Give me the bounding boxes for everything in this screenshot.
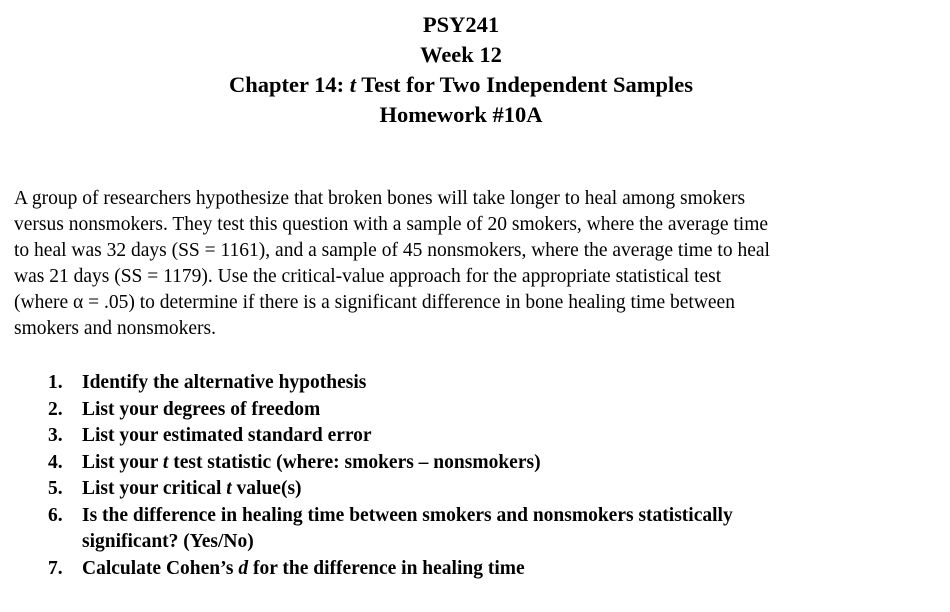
question-text: List your estimated standard error [82, 425, 372, 446]
question-text-continued: significant? (Yes/No) [82, 531, 254, 552]
chapter-suffix: Test for Two Independent Samples [356, 72, 694, 97]
question-number: 2. [48, 398, 63, 420]
question-text: List your critical [82, 478, 227, 499]
question-text: List your [82, 451, 163, 473]
t-symbol: t [162, 451, 169, 473]
question-text: Calculate Cohen’s [82, 557, 239, 579]
problem-line: versus nonsmokers. They test this question with a sample of 20 smokers, where the average time [14, 214, 769, 235]
question-text: test statistic (where: smokers – nonsmokers) [168, 451, 541, 473]
problem-line: was 21 days (SS = 1179). Use the critical-value approach for the appropriate statistical test [14, 266, 722, 287]
document-header [0, 10, 922, 130]
problem-line: to heal was 32 days (SS = 1161), and a sample of 45 nonsmokers, where the average time to heal [14, 240, 770, 261]
question-list [48, 370, 908, 582]
question-item [48, 503, 908, 556]
homework-label: Homework #10A [379, 102, 543, 127]
d-symbol: d [238, 557, 249, 579]
t-symbol: t [226, 478, 232, 499]
question-text: Identify the alternative hypothesis [82, 372, 367, 393]
problem-line: (where α = .05) to determine if there is a significant difference in bone healing time between [14, 292, 735, 313]
question-number: 5. [48, 478, 63, 499]
question-number: 7. [48, 557, 63, 579]
chapter-prefix: Chapter 14: [228, 72, 350, 97]
problem-statement [14, 186, 919, 342]
question-number: 4. [48, 451, 63, 473]
question-item [48, 423, 908, 450]
chapter-title [0, 70, 922, 100]
question-number: 6. [48, 504, 63, 526]
problem-line: A group of researchers hypothesize that broken bones will take longer to heal among smokers [14, 188, 746, 209]
question-number: 1. [48, 372, 63, 393]
course-code: PSY241 [422, 12, 500, 37]
question-item [48, 397, 908, 424]
problem-line: smokers and nonsmokers. [14, 318, 217, 339]
week-label: Week 12 [420, 42, 502, 67]
question-item [48, 556, 908, 583]
question-item [48, 370, 908, 397]
question-text: value(s) [231, 478, 302, 499]
question-item [48, 476, 908, 503]
question-text: Is the difference in healing time between smokers and nonsmokers statistically [82, 504, 733, 526]
question-item [48, 450, 908, 477]
question-number: 3. [48, 425, 63, 446]
chapter-t-symbol: t [349, 72, 357, 97]
question-text: List your degrees of freedom [82, 398, 321, 420]
question-text: for the difference in healing time [248, 557, 525, 579]
